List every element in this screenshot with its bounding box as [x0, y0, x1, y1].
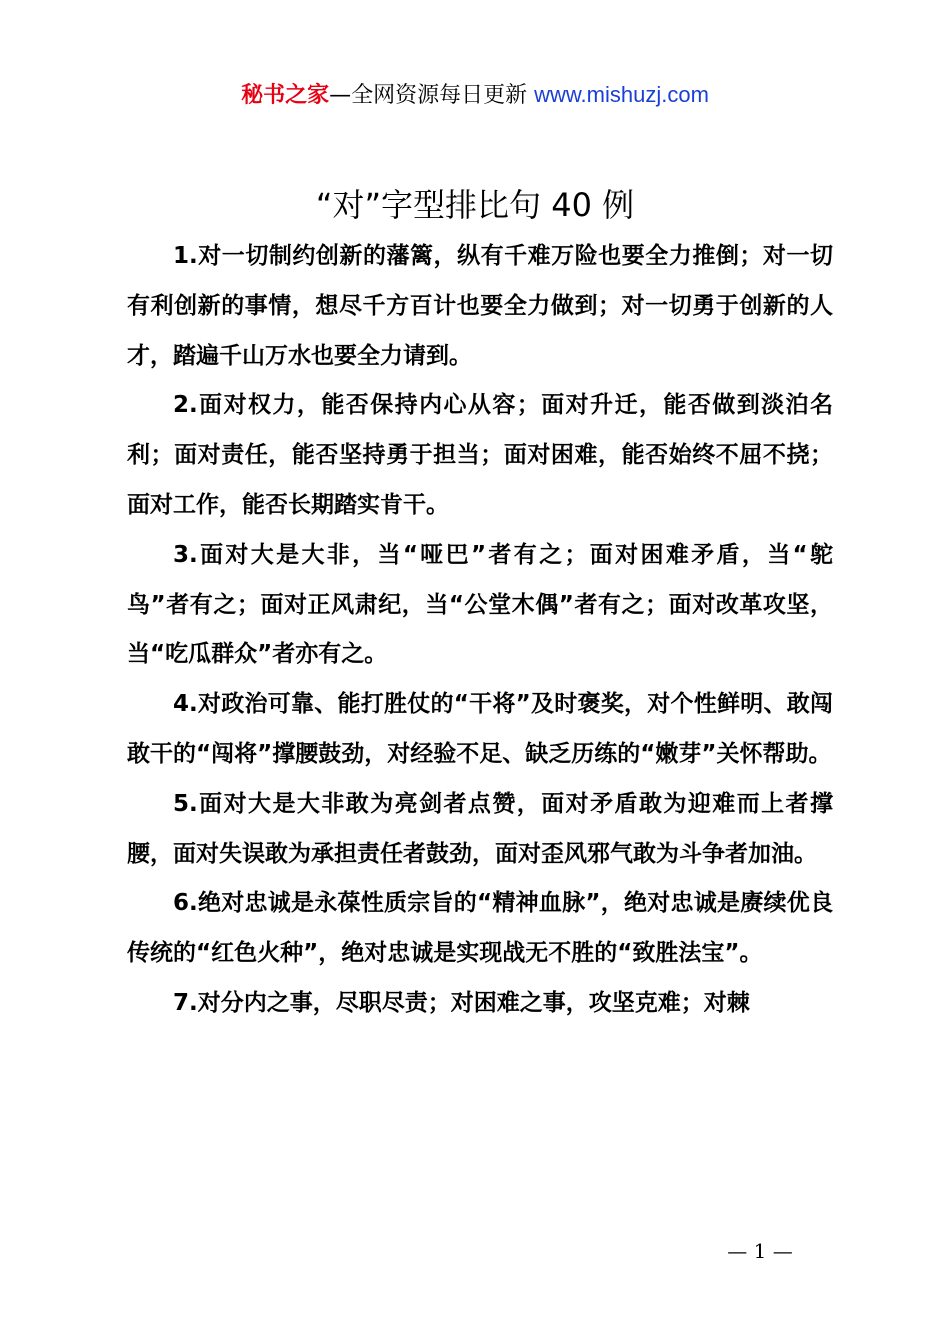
document-title: “对”字型排比句 40 例: [315, 186, 635, 224]
page-number: — 1 —: [727, 1239, 793, 1263]
paragraph: 3.面对大是大非，当“哑巴”者有之；面对困难矛盾，当“鸵鸟”者有之；面对正风肃纪，当“公堂木偶”者有之；面对改革攻坚，当“吃瓜群众”者亦有之。: [127, 541, 833, 668]
paragraph: 2.面对权力，能否保持内心从容；面对升迁，能否做到淡泊名利；面对责任，能否坚持勇于担当；面对困难，能否始终不屈不挠；面对工作，能否长期踏实肯干。: [127, 392, 833, 518]
brand-name: 秘书之家: [241, 83, 330, 108]
site-header: [0, 78, 950, 113]
website-link[interactable]: www.mishuzj.com: [534, 82, 709, 107]
paragraph: 6.绝对忠诚是永葆性质宗旨的“精神血脉”，绝对忠诚是赓续优良传统的“红色火种”，绝对忠诚是实现战无不胜的“致胜法宝”。: [127, 890, 833, 967]
paragraph: 4.对政治可靠、能打胜仗的“干将”及时褒奖，对个性鲜明、敢闯敢干的“闯将”撑腰鼓劲，对经验不足、缺乏历练的“嫩芽”关怀帮助。: [127, 691, 833, 767]
paragraph: 7.对分内之事，尽职尽责；对困难之事，攻坚克难；对棘: [173, 989, 750, 1016]
header-tagline: —全网资源每日更新: [329, 83, 535, 108]
paragraph: 1.对一切制约创新的藩篱，纵有千难万险也要全力推倒；对一切有利创新的事情，想尽千方百计也要全力做到；对一切勇于创新的人才，踏遍千山万水也要全力请到。: [127, 243, 833, 369]
paragraph: 5.面对大是大非敢为亮剑者点赞，面对矛盾敢为迎难而上者撑腰，面对失误敢为承担责任者鼓劲，面对歪风邪气敢为斗争者加油。: [127, 790, 833, 867]
document-body: [127, 232, 833, 1029]
